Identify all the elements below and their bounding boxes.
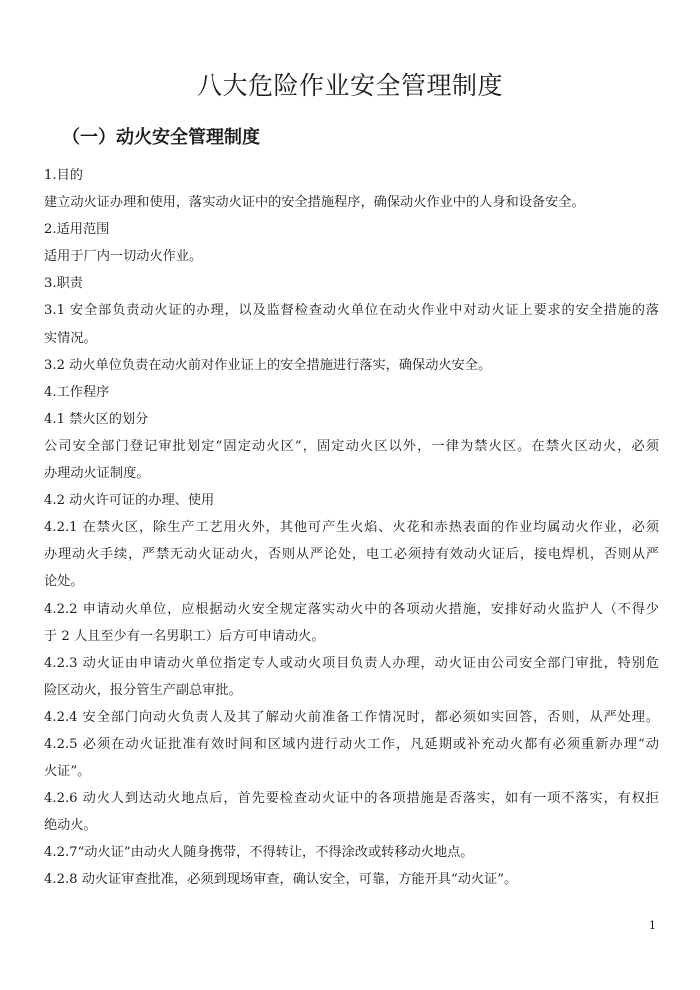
body-line: 办理动火手续，严禁无动火证动火，否则从严论处，电工必须持有效动火证后，接电焊机，否则从严 xyxy=(44,547,659,563)
body-line: 论处。 xyxy=(44,574,84,590)
body-line: 适用于厂内一切动火作业。 xyxy=(44,249,203,265)
body-line: 4.工作程序 xyxy=(44,384,110,400)
body-line: 4.1 禁火区的划分 xyxy=(44,411,149,427)
body-line: 绝动火。 xyxy=(44,818,97,834)
page-number: 1 xyxy=(649,919,656,932)
body-line: 4.2.1 在禁火区，除生产工艺用火外，其他可产生火焰、火花和赤热表面的作业均属动火作业，必须 xyxy=(44,520,659,536)
document-title: 八大危险作业安全管理制度 xyxy=(196,71,503,100)
body-line: 2.适用范围 xyxy=(44,222,110,238)
body-line: 4.2.5 必须在动火证批准有效时间和区域内进行动火工作，凡延期或补充动火都有必须重新办理“动 xyxy=(44,736,659,752)
body-line: 4.2.6 动火人到达动火地点后，首先要检查动火证中的各项措施是否落实，如有一项不落实，有权拒 xyxy=(44,791,659,807)
body-line: 4.2.7“动火证”由动火人随身携带，不得转让，不得涂改或转移动火地点。 xyxy=(44,845,474,861)
body-line: 于 2 人且至少有一名男职工）后方可申请动火。 xyxy=(44,628,325,644)
body-line: 3.2 动火单位负责在动火前对作业证上的安全措施进行落实，确保动火安全。 xyxy=(44,357,492,373)
body-line: 火证”。 xyxy=(44,764,91,780)
body-line: 3.1 安全部负责动火证的办理，以及监督检查动火单位在动火作业中对动火证上要求的安全措施的落 xyxy=(44,303,659,319)
body-line: 建立动火证办理和使用，落实动火证中的安全措施程序，确保动火作业中的人身和设备安全。 xyxy=(44,195,585,211)
body-line: 公司安全部门登记审批划定“固定动火区”，固定动火区以外，一律为禁火区。在禁火区动火，必须 xyxy=(44,438,659,454)
body-line: 办理动火证制度。 xyxy=(44,466,150,482)
body-line: 4.2.2 申请动火单位，应根据动火安全规定落实动火中的各项动火措施，安排好动火监护人（不得少 xyxy=(44,601,659,617)
body-line: 险区动火，报分管生产副总审批。 xyxy=(44,682,242,698)
body-line: 4.2.3 动火证由申请动火单位指定专人或动火项目负责人办理，动火证由公司安全部门审批，特别危 xyxy=(44,655,659,671)
body-line: 4.2 动火许可证的办理、使用 xyxy=(44,493,215,509)
body-line: 3.职责 xyxy=(44,276,83,292)
body-line: 4.2.8 动火证审查批准，必须到现场审查，确认安全，可靠，方能开具“动火证”。 xyxy=(44,872,518,888)
section-heading: （一）动火安全管理制度 xyxy=(62,127,260,148)
body-line: 4.2.4 安全部门向动火负责人及其了解动火前准备工作情况时，都必须如实回答，否则，从严处理。 xyxy=(44,709,659,725)
body-line: 实情况。 xyxy=(44,330,97,346)
document-body xyxy=(44,162,659,894)
body-line: 1.目的 xyxy=(44,168,83,183)
